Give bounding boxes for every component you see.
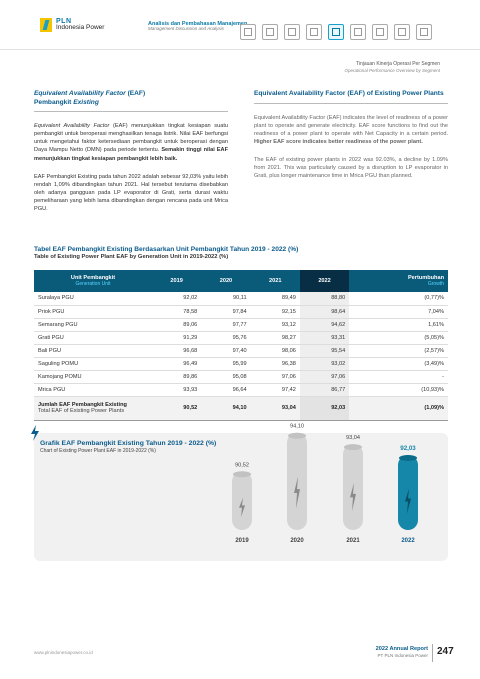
col-unit: Unit Pembangkit Generation Unit <box>34 270 152 292</box>
bar-cap <box>233 471 251 477</box>
table-cell: 98,64 <box>300 305 349 318</box>
table-cell: 97,40 <box>201 344 250 357</box>
unit-name-cell: Priok PGU <box>34 305 152 318</box>
chapter-title: Analisis dan Pembahasan Manajemen Management Discussion and Analysis <box>148 21 248 32</box>
page-number: 247 <box>437 646 454 657</box>
table-cell: 90,52 <box>152 396 201 420</box>
right-heading: Equivalent Availability Factor (EAF) of Existing Power Plants <box>254 90 448 104</box>
table-cell: 92,02 <box>152 292 201 305</box>
table-cell: 95,08 <box>201 370 250 383</box>
left-heading: Equivalent Availability Factor (EAF) Pembangkit Existing <box>34 90 228 112</box>
unit-name-cell: Mrica PGU <box>34 383 152 396</box>
data-label: 90,52 <box>235 462 249 469</box>
table-cell: 94,10 <box>201 396 250 420</box>
table-cell: 95,99 <box>201 357 250 370</box>
tick-label: 2019 <box>235 538 249 544</box>
col-growth: Pertumbuhan Growth <box>349 270 448 292</box>
table-cell: 97,06 <box>300 370 349 383</box>
table-cell: 88,80 <box>300 292 349 305</box>
table-cell: 93,04 <box>251 396 300 420</box>
table-cell: 96,64 <box>201 383 250 396</box>
unit-name-cell: Kamojang POMU <box>34 370 152 383</box>
col-year: 2020 <box>201 270 250 292</box>
table-cell: (10,93)% <box>349 383 448 396</box>
col-year: 2021 <box>251 270 300 292</box>
table-cell: 94,62 <box>300 318 349 331</box>
table-cell: 98,27 <box>251 331 300 344</box>
table-cell: 92,03 <box>300 396 349 420</box>
unit-name-cell: Grati PGU <box>34 331 152 344</box>
brand-sub: Indonesia Power <box>56 24 105 32</box>
table-cell: 96,38 <box>251 357 300 370</box>
col-year: 2022 <box>300 270 349 292</box>
table-cell: 89,49 <box>251 292 300 305</box>
table-cell: 93,31 <box>300 331 349 344</box>
right-paragraph-2: The EAF of existing power plants in 2022 was 92.03%, a decline by 1.09% from 2021. This was particularly caused by a disruption to LP evaporator in Grati, plus longer maintenance time in Mrica PGU than planned. <box>254 157 448 180</box>
bar-cap <box>288 433 306 439</box>
footer-divider <box>432 644 433 662</box>
table-cell: 95,54 <box>300 344 349 357</box>
table-cell: (2,57)% <box>349 344 448 357</box>
table-cell: 7,04% <box>349 305 448 318</box>
tick-label: 2022 <box>401 538 415 544</box>
section-label: Tinjauan Kinerja Operasi Per Segmen Operational Performance Overview by Segment <box>344 61 440 73</box>
table-cell: (1,09)% <box>349 396 448 420</box>
bar-cap <box>344 444 362 450</box>
table-cell: 91,29 <box>152 331 201 344</box>
table-cell: (3,49)% <box>349 357 448 370</box>
table-cell: 97,84 <box>201 305 250 318</box>
unit-name-cell: Semarang PGU <box>34 318 152 331</box>
footer-report: 2022 Annual Report PT PLN Indonesia Power <box>375 646 428 658</box>
unit-name-cell: Saguling POMU <box>34 357 152 370</box>
table-cell: 96,49 <box>152 357 201 370</box>
left-paragraph-2: EAF Pembangkit Existing pada tahun 2022 adalah sebesar 92,03% yaitu lebih rendah 1,09% dibandingkan tahun 2021. Hal tersebut terutama disebabkan oleh adanya gangguan pada LP evaporator di Grati, serta durasi waktu pemeliharaan yang lebih lama dibandingkan dengan rencana pada unit Mrica PGU. <box>34 173 228 213</box>
tick-label: 2021 <box>346 538 360 544</box>
total-label: Jumlah EAF Pembangkit Existing Total EAF of Existing Power Plants <box>34 396 152 420</box>
table-cell: 93,02 <box>300 357 349 370</box>
table-cell: 93,93 <box>152 383 201 396</box>
brand-name: PLN <box>56 18 72 25</box>
table-cell: 90,11 <box>201 292 250 305</box>
table-cell: 97,06 <box>251 370 300 383</box>
unit-name-cell: Suralaya PGU <box>34 292 152 305</box>
table-cell: 96,68 <box>152 344 201 357</box>
table-cell: 78,58 <box>152 305 201 318</box>
table-cell: 95,76 <box>201 331 250 344</box>
table-cell: 86,77 <box>300 383 349 396</box>
table-title: Tabel EAF Pembangkit Existing Berdasarkan Unit Pembangkit Tahun 2019 - 2022 (%) Table of Existing Power Plant EAF by Generation Unit in 2019-2022 (%) <box>34 246 299 261</box>
table-cell: 93,12 <box>251 318 300 331</box>
table-cell: 89,06 <box>152 318 201 331</box>
table-cell: 92,15 <box>251 305 300 318</box>
data-label: 93,04 <box>346 435 360 442</box>
table-cell: 1,61% <box>349 318 448 331</box>
chart-title: Grafik EAF Pembangkit Existing Tahun 2019 - 2022 (%) Chart of Existing Power Plant EAF in 2019-2022 (%) <box>40 440 217 455</box>
footer-url[interactable]: www.plnindonesiapower.co.id <box>34 650 93 655</box>
data-label: 92,03 <box>400 445 416 453</box>
table-cell: 97,77 <box>201 318 250 331</box>
col-year: 2019 <box>152 270 201 292</box>
table-cell: 98,06 <box>251 344 300 357</box>
bar-cap <box>399 455 417 461</box>
left-paragraph-1: Equivalent Availability Factor (EAF) menunjukkan tingkat kesiapan suatu pembangkit untuk beroperasi menghasilkan tenaga listrik. Nilai EAF berfungsi untuk mengetahui faktor ketersediaan pembangkit untuk beroperasi dengan Daya Mampu Netto (DMN) pada periode tertentu. Semakin tinggi nilai EAF menunjukkan tingkat kesiapan pembangkit lebih baik. <box>34 123 228 162</box>
table-cell: - <box>349 370 448 383</box>
data-label: 94,10 <box>290 423 304 430</box>
table-cell: 89,86 <box>152 370 201 383</box>
unit-name-cell: Bali PGU <box>34 344 152 357</box>
table-cell: (5,05)% <box>349 331 448 344</box>
right-paragraph-1: Equivalent Availability Factor (EAF) indicates the level of readiness of a power plant to operate and generate electricity. EAF score functions to find out the readiness of a power plant to operate with Net Capacity in a certain period. Higher EAF score indicates better readiness of the power plant. <box>254 114 448 145</box>
tick-label: 2020 <box>290 538 304 544</box>
table-cell: (0,77)% <box>349 292 448 305</box>
table-cell: 97,42 <box>251 383 300 396</box>
